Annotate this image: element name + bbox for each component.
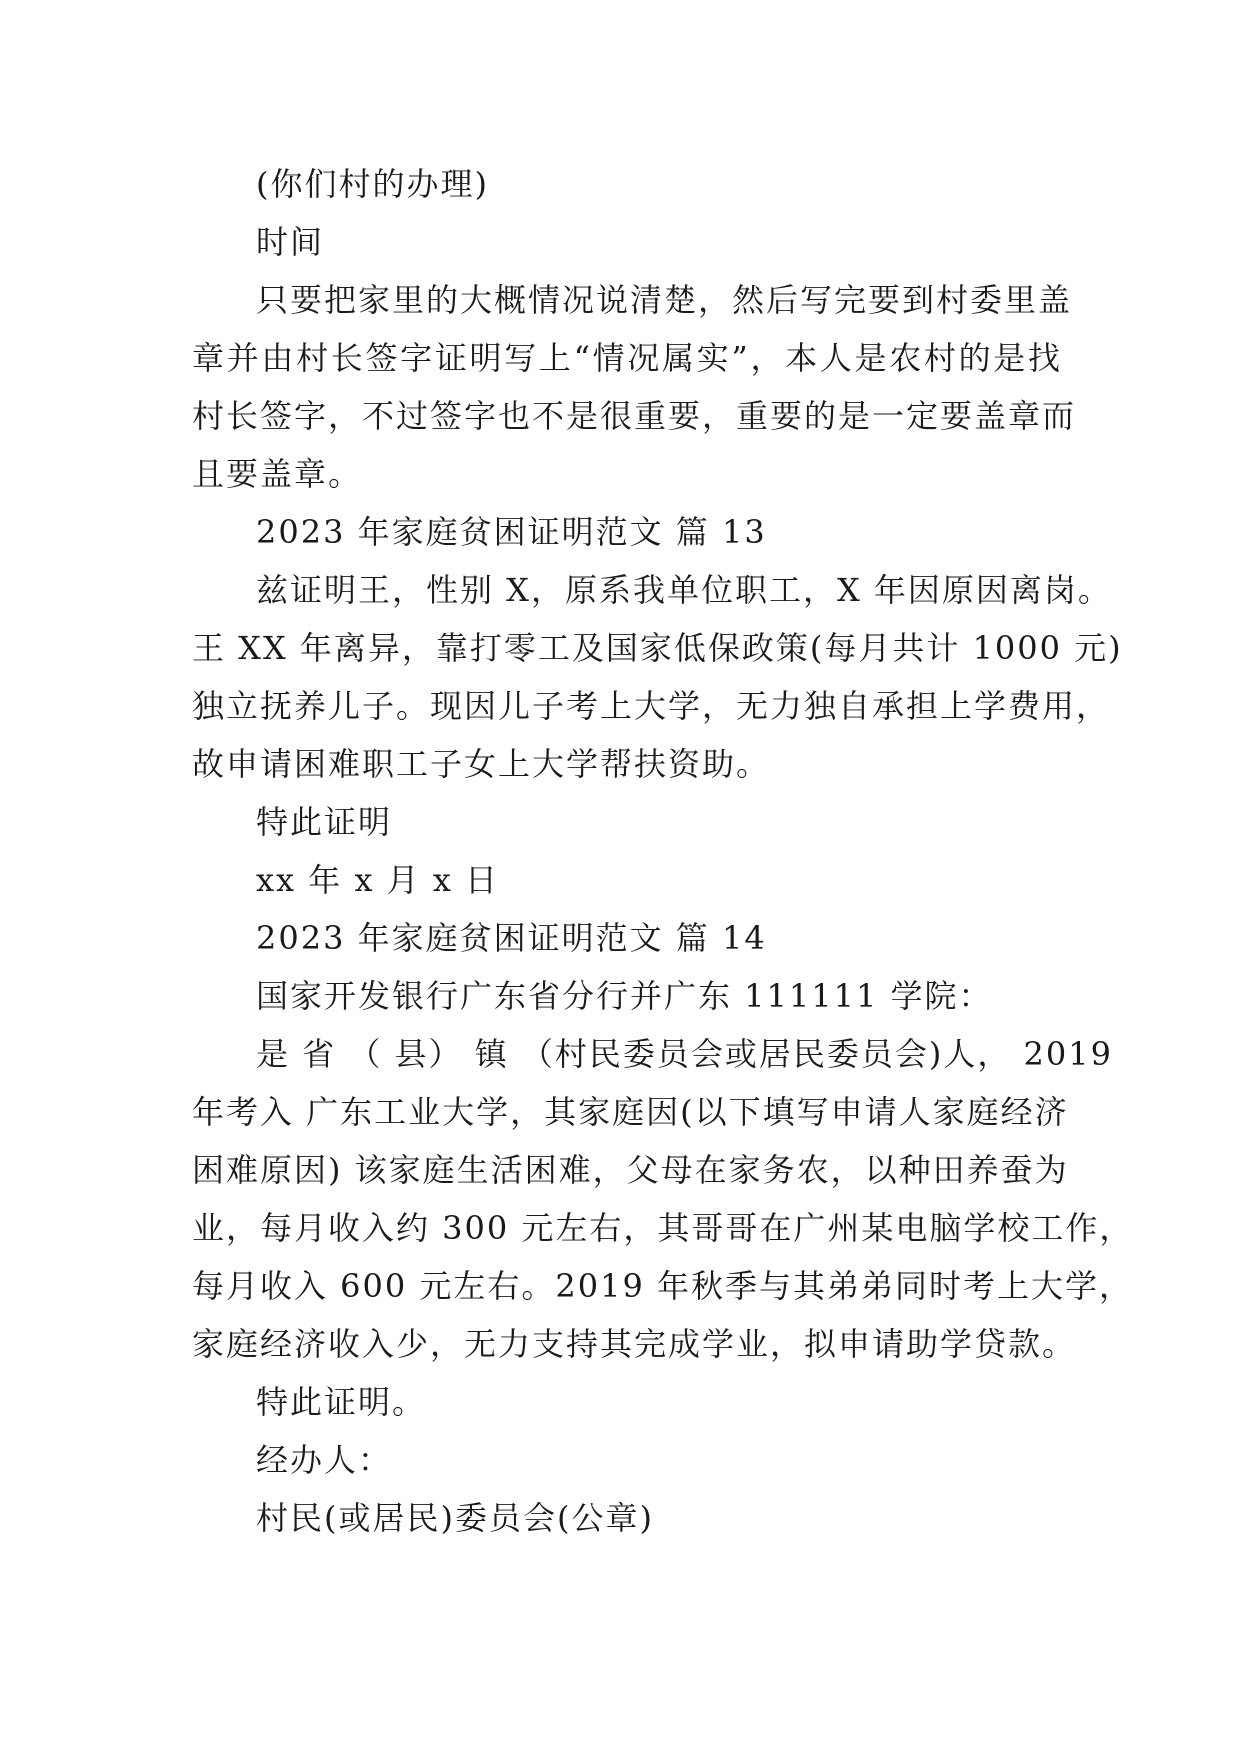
section-heading: 2023 年家庭贫困证明范文 篇 13 (256, 513, 767, 551)
paragraph-line: 章并由村长签字证明写上“情况属实”，本人是农村的是找 (192, 339, 1062, 377)
section-heading: 2023 年家庭贫困证明范文 篇 14 (256, 919, 767, 957)
paragraph-line: 业，每月收入约 300 元左右，其哥哥在广州某电脑学校工作， (192, 1209, 1134, 1247)
seal-line: 村民(或居民)委员会(公章) (256, 1499, 654, 1537)
paragraph-line: 家庭经济收入少，无力支持其完成学业，拟申请助学贷款。 (192, 1325, 1077, 1363)
paragraph-line: 村长签字，不过签字也不是很重要，重要的是一定要盖章而 (192, 397, 1077, 435)
paragraph-line: 是 省 （ 县） 镇 （村民委员会或居民委员会)人， 2019 (256, 1035, 1113, 1073)
paragraph-line: 只要把家里的大概情况说清楚，然后写完要到村委里盖 (256, 281, 1073, 319)
signatory-line: 经办人： (256, 1441, 393, 1479)
paragraph-line: 故申请困难职工子女上大学帮扶资助。 (192, 745, 771, 783)
document-body (192, 155, 1134, 1547)
closing-line: 特此证明 (256, 803, 393, 841)
paragraph-line: 王 XX 年离异，靠打零工及国家低保政策(每月共计 1000 元) (192, 629, 1123, 667)
closing-line: 特此证明。 (256, 1383, 427, 1421)
addressee-line: 国家开发银行广东省分行并广东 111111 学院： (256, 977, 993, 1015)
paragraph-line: 独立抚养儿子。现因儿子考上大学，无力独自承担上学费用， (192, 687, 1111, 725)
text-line: 时间 (256, 223, 325, 261)
paragraph-line: 困难原因) 该家庭生活困难，父母在家务农，以种田养蚕为 (192, 1151, 1069, 1189)
date-line: xx 年 x 月 x 日 (256, 861, 500, 899)
paragraph-line: 年考入 广东工业大学，其家庭因(以下填写申请人家庭经济 (192, 1093, 1069, 1131)
text-line: (你们村的办理) (256, 165, 489, 203)
paragraph-line: 且要盖章。 (192, 455, 363, 493)
paragraph-line: 兹证明王，性别 X，原系我单位职工，X 年因原因离岗。 (256, 571, 1112, 609)
paragraph-line: 每月收入 600 元左右。2019 年秋季与其弟弟同时考上大学， (192, 1267, 1134, 1305)
